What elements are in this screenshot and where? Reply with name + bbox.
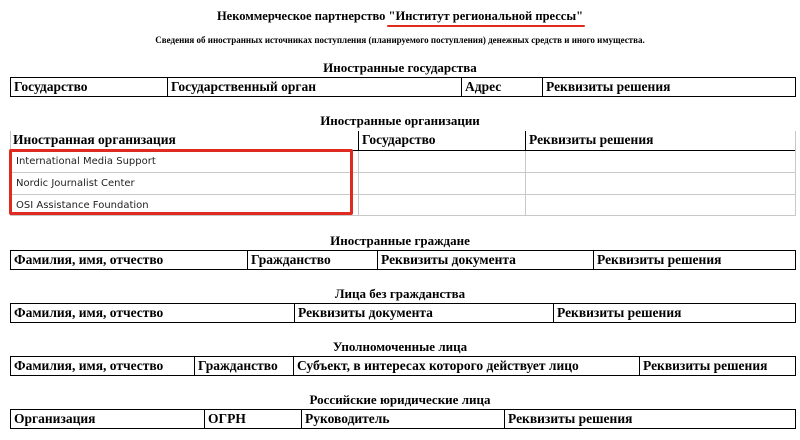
section-title-foreign-orgs: Иностранные организации — [320, 113, 480, 128]
col-full-name: Фамилия, имя, отчество — [14, 358, 164, 373]
document-subtitle: Сведения об иностранных источниках поступления (планируемого поступления) денежных средств и иного имущества. — [155, 35, 645, 45]
grid-line — [795, 131, 796, 216]
col-subject: Субъект, в интересах которого действует лицо — [293, 357, 639, 375]
col-ogrn: ОГРН — [204, 410, 301, 428]
col-address: Адрес — [461, 78, 542, 96]
grid-line — [525, 151, 526, 216]
document-title — [0, 9, 800, 24]
table-header-stateless — [10, 303, 796, 323]
col-foreign-org: Иностранная организация — [13, 132, 176, 147]
title-prefix: Некоммерческое партнерство — [216, 9, 386, 23]
col-doc-details: Реквизиты документа — [294, 304, 553, 322]
title-highlight: "Институт региональной прессы" — [389, 9, 584, 23]
section-title-foreign-states: Иностранные государства — [323, 60, 477, 75]
red-underline — [387, 25, 586, 28]
section-title-foreign-citizens: Иностранные граждане — [330, 233, 470, 248]
section-title-stateless: Лица без гражданства — [334, 286, 466, 301]
col-director: Руководитель — [301, 410, 504, 428]
col-full-name: Фамилия, имя, отчество — [14, 252, 164, 267]
section-title-authorized: Уполномоченные лица — [332, 339, 468, 354]
table-header-foreign-citizens — [10, 250, 796, 270]
red-highlight-box — [9, 149, 353, 215]
col-full-name: Фамилия, имя, отчество — [14, 305, 164, 320]
col-state-body: Государственный орган — [167, 78, 461, 96]
col-org-decision: Реквизиты решения — [525, 131, 796, 150]
section-title-russian-entities: Российские юридические лица — [309, 392, 491, 407]
table-header-russian-entities — [10, 409, 796, 429]
col-org-state: Государство — [358, 131, 525, 150]
col-decision: Реквизиты решения — [504, 410, 795, 428]
col-organization: Организация — [14, 411, 96, 426]
col-decision: Реквизиты решения — [639, 357, 795, 375]
table-row-org-3: OSI Assistance Foundation — [16, 200, 149, 211]
table-row-org-1: International Media Support — [16, 156, 156, 167]
col-doc-details: Реквизиты документа — [377, 251, 593, 269]
col-decision: Реквизиты решения — [553, 304, 795, 322]
table-header-authorized — [10, 356, 796, 376]
table-row-org-2: Nordic Journalist Center — [16, 178, 135, 189]
table-header-foreign-orgs — [10, 131, 796, 151]
col-decision: Реквизиты решения — [593, 251, 795, 269]
col-decision: Реквизиты решения — [542, 78, 795, 96]
table-header-foreign-states — [10, 77, 796, 97]
grid-line — [10, 215, 796, 216]
col-state: Государство — [14, 79, 88, 94]
col-citizenship: Гражданство — [194, 357, 293, 375]
col-citizenship: Гражданство — [247, 251, 377, 269]
grid-line — [358, 151, 359, 216]
